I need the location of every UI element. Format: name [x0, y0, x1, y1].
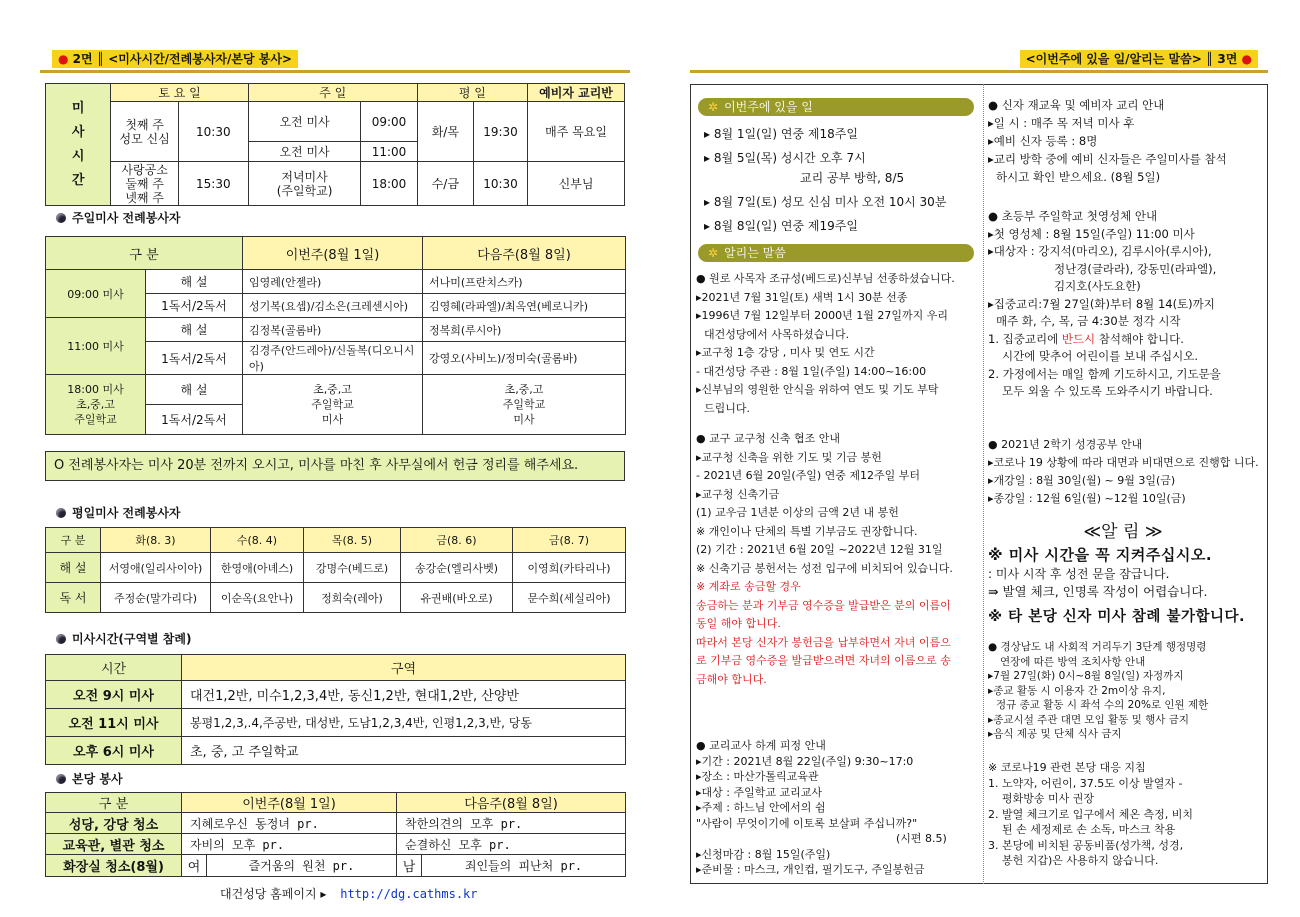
section-line: 하시고 확인 받으세요. (8월 5일)	[996, 170, 1161, 184]
red-dot-icon: ●	[58, 52, 69, 66]
bullet-ball-icon	[56, 634, 66, 644]
announcement-line: ⇛ 발열 체크, 인명록 작성이 어렵습니다.	[988, 584, 1208, 599]
announcement-line: ※ 미사 시간을 꼭 지켜주십시오.	[988, 546, 1213, 564]
sun-time-1: 09:00	[361, 102, 417, 142]
wk-cell: 강명수(베드로)	[304, 553, 401, 583]
notice-line: ※ 신축기금 봉헌서는 성전 입구에 비치되어 있습니다.	[696, 561, 953, 575]
sunday-servers-table	[45, 236, 626, 435]
service-area: 교육관, 별관 청소	[46, 834, 182, 855]
right-header	[690, 48, 1268, 70]
left-header	[40, 48, 630, 70]
section-line: 된 손 세정제로 손 소독, 마스크 착용	[1002, 823, 1176, 836]
header-weekday: 평 일	[417, 84, 527, 102]
notice-line: ※ 개인이나 단체의 특별 기부금도 권장합니다.	[696, 524, 918, 538]
header-rule	[40, 70, 630, 73]
announcement-line: ※ 타 본당 신자 미사 참례 불가합니다.	[988, 609, 1245, 625]
weekday-time-2: 10:30	[474, 162, 528, 206]
wk-header: 금(8. 6)	[401, 528, 513, 553]
section-line: ▸코로나 19 상황에 따라 대면과 비대면으로 진행합 니다.	[988, 456, 1259, 469]
section-line: ▸일 시 : 매주 목 저녁 미사 후	[988, 116, 1135, 130]
role-commentator: 해 설	[146, 270, 243, 294]
section-line: ▸집중교리:7월 27일(화)부터 8월 14(토)까지	[988, 296, 1215, 311]
servers-note: O 전례봉사자는 미사 20분 전까지 오시고, 미사를 마친 후 사무실에서 헌금 정리를 해주세요.	[45, 451, 625, 481]
service-gender: 남	[397, 855, 422, 877]
event-item: ▸ 8월 7일(토) 성모 신심 미사 오전 10시 30분	[704, 195, 947, 209]
district-mass-table	[45, 654, 626, 765]
mass-0900: 09:00 미사	[46, 270, 146, 318]
header-saturday: 토 요 일	[111, 84, 248, 102]
server-next: 초,중,고 주일학교 미사	[423, 375, 626, 435]
section-line: 연장에 따른 방역 조치사항 안내	[1000, 655, 1146, 668]
sun-time-2: 11:00	[361, 142, 417, 162]
wk-cell: 이영희(카타리나)	[513, 553, 626, 583]
server-this: 초,중,고 주일학교 미사	[243, 375, 423, 435]
notice-line: ● 원로 사목자 조규성(베드로)신부님 선종하셨습니다.	[696, 272, 955, 285]
wk-role: 독 서	[46, 583, 101, 613]
bullet-ball-icon	[56, 774, 66, 784]
wk-header: 화(8. 3)	[101, 528, 211, 553]
notice-line: ▸2021년 7월 31일(토) 새벽 1시 30분 선종	[696, 290, 908, 304]
distancing-section	[988, 640, 1208, 742]
retreat-line: ▸준비물 : 마스크, 개인컵, 필기도구, 주일봉헌금	[696, 863, 925, 876]
column-divider	[983, 84, 984, 884]
role-commentator: 해 설	[146, 318, 243, 342]
notice-red-line: 송금하는 분과 기부금 영수증을 발급받은 분의 이름이	[696, 598, 951, 612]
announcement-title: ≪알 림 ≫	[1083, 522, 1163, 542]
red-dot-icon: ●	[1241, 52, 1252, 66]
section-line: ▸대상자 : 강지석(마리오), 김루시아(루시아),	[988, 244, 1212, 258]
mass-side-label: 미 사 시 간	[46, 84, 111, 206]
reeducation-section	[988, 96, 1227, 186]
retreat-line: ▸주제 : 하느님 안에서의 쉼	[696, 801, 826, 814]
section-line: ▸음식 제공 및 단체 식사 금지	[988, 728, 1122, 740]
footer	[220, 885, 478, 902]
section-line: ● 경상남도 내 사회적 거리두기 3단계 행정명령	[988, 641, 1207, 653]
col-this-week: 이번주(8월 1일)	[243, 237, 423, 270]
section-line: 김지호(사도요한)	[1054, 279, 1141, 293]
bullet-ball-icon	[56, 508, 66, 518]
sun-mass-3: 저녁미사 (주일학교)	[248, 162, 361, 206]
weekday-1: 화/목	[417, 102, 473, 162]
sunday-servers-heading: 주일미사 전례봉사자	[56, 209, 181, 226]
retreat-line: "사람이 무엇이기에 이토록 보살펴 주십니까?"	[696, 816, 918, 830]
wk-header: 금(8. 7)	[513, 528, 626, 553]
district-area: 대건1,2반, 미수1,2,3,4반, 동신1,2반, 현대1,2반, 산양반	[182, 681, 626, 709]
section-line: ▸예비 신자 등록 : 8명	[988, 134, 1098, 148]
this-week-list	[704, 122, 946, 238]
header-separator: ║	[96, 52, 105, 66]
district-header-time: 시간	[46, 655, 182, 681]
district-area: 봉평1,2,3,.4,주공반, 대성반, 도남1,2,3,4반, 인평1,2,3,반, 당동	[182, 709, 626, 737]
section-line: ● 초등부 주일학교 첫영성체 안내	[988, 209, 1158, 223]
retreat-line: (시편 8.5)	[896, 832, 947, 845]
notice-line: ▸1996년 7월 12일부터 2000년 1월 27일까지 우리	[696, 309, 948, 322]
notice-line: (1) 교우금 1년분 이상의 금액 2년 내 봉헌	[696, 506, 899, 519]
service-this: 즐거움의 원천 pr.	[207, 855, 397, 877]
notice-line: ▸교구청 1층 강당 , 미사 및 연도 시간	[696, 346, 875, 359]
service-next: 순결하신 모후 pr.	[397, 834, 626, 855]
section-line: ▸종교시설 주관 대면 모임 활동 및 행사 금지	[988, 713, 1190, 726]
district-time: 오전 9시 미사	[46, 681, 182, 709]
server-this: 임영례(안젤라)	[243, 270, 423, 294]
catechumen-2: 신부님	[528, 162, 625, 206]
district-time: 오전 11시 미사	[46, 709, 182, 737]
wk-cell: 주정순(말가리다)	[101, 583, 211, 613]
notices-pill: ✲ 알리는 말씀	[698, 244, 974, 262]
announcement-box	[988, 520, 1258, 632]
left-header-title: <미사시간/전례봉사자/본당 봉사>	[108, 52, 292, 66]
section-line: ▸종강일 : 12월 6일(월) ~12월 10일(금)	[988, 492, 1186, 505]
section-line: 2. 발열 체크기로 입구에서 체온 측정, 비치	[988, 807, 1193, 821]
section-line: 시간에 맞추어 어린이를 보내 주십시오.	[1002, 349, 1199, 363]
notice-line: ▸교구청 신축기금	[696, 487, 780, 501]
service-this: 자비의 모후 pr.	[182, 834, 397, 855]
event-item: ▸ 8월 1일(일) 연중 제18주일	[704, 127, 858, 141]
left-header-tag	[52, 50, 298, 68]
role-commentator: 해 설	[146, 375, 243, 405]
retreat-line: ▸장소 : 마산가톨릭교육관	[696, 770, 819, 783]
section-line: ▸7월 27일(화) 0시~8월 8일(일) 자정까지	[988, 670, 1184, 682]
retreat-line: ▸기간 : 2021년 8월 22일(주일) 9:30~17:0	[696, 754, 914, 768]
wk-cell: 서영애(일리사이아)	[101, 553, 211, 583]
section-line: ● 2021년 2학기 성경공부 안내	[988, 438, 1143, 451]
covid-guidelines	[988, 760, 1193, 869]
notice-line: ▸신부님의 영원한 안식을 위하여 연도 및 기도 부탁	[696, 383, 939, 396]
notice-line: 드립니다.	[704, 401, 751, 415]
bible-study-section	[988, 436, 1259, 508]
role-readers: 1독서/2독서	[146, 342, 243, 375]
service-area: 성당, 강당 청소	[46, 813, 182, 834]
section-line: ▸종교 활동 시 이용자 간 2m이상 유지,	[988, 684, 1166, 697]
weekday-time-1: 19:30	[474, 102, 528, 162]
section-line: 정규 종교 활동 시 좌석 수의 20%로 인원 제한	[996, 699, 1209, 711]
section-line: 2. 가정에서는 매일 함께 기도하시고, 기도문을	[988, 366, 1221, 381]
right-header-title: <이번주에 있을 일/알리는 말씀>	[1025, 52, 1202, 66]
notice-line: - 2021년 6월 20일(주일) 연중 제12주일 부터	[696, 469, 921, 482]
teacher-retreat	[696, 738, 947, 878]
role-readers: 1독서/2독서	[146, 294, 243, 318]
section-line: ▸첫 영성체 : 8월 15일(주일) 11:00 미사	[988, 226, 1195, 241]
section-line: 1. 노약자, 어린이, 37.5도 이상 발열자 -	[988, 776, 1183, 790]
section-line: ※ 코로나19 관련 본당 대응 지침	[988, 761, 1146, 774]
wk-header: 구 분	[46, 528, 101, 553]
district-mass-heading: 미사시간(구역별 참례)	[56, 630, 191, 647]
sun-mass-1: 오전 미사	[248, 102, 361, 142]
weekday-servers-table	[45, 527, 626, 613]
section-line: ▸교리 방학 중에 예비 신자들은 주일미사를 참석	[988, 152, 1227, 166]
mass-1100: 11:00 미사	[46, 318, 146, 375]
wk-cell: 이순옥(요안나)	[211, 583, 304, 613]
header-rule	[690, 70, 1268, 73]
sat-label-1: 첫째 주 성모 신심	[111, 102, 179, 162]
notice-red-line: 동일 해야 합니다.	[696, 617, 781, 630]
service-next: 죄인들의 피난처 pr.	[422, 855, 626, 877]
service-area: 화장실 청소(8월)	[46, 855, 182, 877]
server-this: 김경주(안드레아)/신돌복(디오니시아)	[243, 342, 423, 375]
notice-red-line: 로 기부금 영수증을 발급받으려면 자녀의 이름으로 송	[696, 654, 951, 667]
wk-cell: 정희숙(레아)	[304, 583, 401, 613]
sat-time-2: 15:30	[178, 162, 248, 206]
district-time: 오후 6시 미사	[46, 737, 182, 765]
notice-red-line: 금해야 합니다.	[696, 672, 767, 686]
service-gender: 여	[182, 855, 207, 877]
section-line: 평화방송 미사 권장	[1002, 792, 1095, 805]
wk-header: 목(8. 5)	[304, 528, 401, 553]
sun-time-3: 18:00	[361, 162, 417, 206]
notice-line: ● 교구 교구청 신축 협조 안내	[696, 432, 840, 445]
mass-times-table	[45, 83, 625, 206]
notice-red-line: 따라서 본당 신자가 봉헌금을 납부하면서 자녀 이름으	[696, 635, 951, 649]
sat-time-1: 10:30	[178, 102, 248, 162]
service-header-this: 이번주(8월 1일)	[182, 793, 397, 813]
wk-cell: 한영애(아녜스)	[211, 553, 304, 583]
sat-label-2: 사랑공소 둘째 주 넷째 주	[111, 162, 179, 206]
service-this: 지혜로우신 동정녀 pr.	[182, 813, 397, 834]
service-next: 착한의견의 모후 pr.	[397, 813, 626, 834]
header-catechumen: 예비자 교리반	[528, 84, 625, 102]
section-line: ● 신자 재교육 및 예비자 교리 안내	[988, 98, 1165, 112]
section-line: 봉헌 지갑)은 사용하지 않습니다.	[1002, 854, 1159, 867]
catechumen-1: 매주 목요일	[528, 102, 625, 162]
weekday-2: 수/금	[417, 162, 473, 206]
section-line: 매주 화, 수, 목, 금 4:30분 정각 시작	[996, 314, 1181, 328]
wk-role: 해 설	[46, 553, 101, 583]
server-next: 김영혜(라파엘)/최옥연(베로니카)	[423, 294, 626, 318]
event-item: ▸ 8월 8일(일) 연중 제19주일	[704, 219, 858, 233]
sun-mass-2: 오전 미사	[248, 142, 361, 162]
sun-star-icon: ✲	[708, 100, 719, 114]
notices-body	[696, 270, 955, 689]
retreat-line: ● 교리교사 하계 피정 안내	[696, 739, 826, 752]
header-separator: ║	[1205, 52, 1214, 66]
communion-section	[988, 208, 1221, 401]
bullet-ball-icon	[56, 213, 66, 223]
server-next: 서나미(프란치스카)	[423, 270, 626, 294]
announcement-line: : 미사 시작 후 성전 문을 잠급니다.	[988, 567, 1170, 581]
notice-line: - 대건성당 주관 : 8월 1일(주일) 14:00~16:00	[696, 364, 927, 378]
section-line: 1. 집중교리에 반드시 참석해야 합니다.	[988, 331, 1184, 346]
district-header-area: 구역	[182, 655, 626, 681]
server-this: 성기복(요셉)/김소은(크레센시아)	[243, 294, 423, 318]
event-item: 교리 공부 방학, 8/5	[800, 171, 905, 185]
homepage-link[interactable]: http://dg.cathms.kr	[340, 887, 478, 901]
wk-cell: 유권배(바오로)	[401, 583, 513, 613]
section-line: 3. 본당에 비치된 공동비품(성가책, 성경,	[988, 838, 1184, 852]
district-area: 초, 중, 고 주일학교	[182, 737, 626, 765]
wk-cell: 문수희(세실리아)	[513, 583, 626, 613]
left-page-number: 2면	[72, 52, 93, 66]
this-week-pill: ✲ 이번주에 있을 일	[698, 98, 974, 116]
wk-cell: 송강순(엘리사벳)	[401, 553, 513, 583]
notice-line: 대건성당에서 사목하셨습니다.	[704, 327, 850, 341]
right-header-tag	[1020, 50, 1258, 68]
section-line: ▸개강일 : 8월 30일(월) ~ 9월 3일(금)	[988, 474, 1176, 487]
footer-label: 대건성당 홈페이지 ▸	[220, 887, 327, 901]
wk-header: 수(8. 4)	[211, 528, 304, 553]
section-line: 정난경(글라라), 강동민(라파엘),	[1054, 261, 1217, 276]
header-sunday: 주 일	[248, 84, 417, 102]
retreat-line: ▸신청마감 : 8월 15일(주일)	[696, 847, 831, 861]
mass-1800: 18:00 미사 초,중,고 주일학교	[46, 375, 146, 435]
right-page-number: 3면	[1217, 52, 1238, 66]
parish-service-table	[45, 792, 626, 877]
section-line: 모두 외울 수 있도록 도와주시기 바랍니다.	[1002, 384, 1213, 398]
service-header-area: 구 분	[46, 793, 182, 813]
retreat-line: ▸대상 : 주일학교 교리교사	[696, 785, 822, 799]
server-this: 김정복(골롬바)	[243, 318, 423, 342]
notice-line: (2) 기간 : 2021년 6월 20일 ~2022년 12월 31일	[696, 543, 943, 556]
role-readers: 1독서/2독서	[146, 405, 243, 435]
emphasis-red: 반드시	[1061, 331, 1096, 346]
notice-red-line: ※ 계좌로 송금할 경우	[696, 580, 801, 593]
server-next: 정복희(루시아)	[423, 318, 626, 342]
event-item: ▸ 8월 5일(목) 성시간 오후 7시	[704, 151, 866, 165]
parish-service-heading: 본당 봉사	[56, 770, 123, 787]
col-next-week: 다음주(8월 8일)	[423, 237, 626, 270]
server-next: 강영오(사비노)/정미숙(골롬바)	[423, 342, 626, 375]
col-group: 구 분	[46, 237, 243, 270]
notice-line: ▸교구청 신축을 위한 기도 및 기금 봉헌	[696, 450, 882, 464]
weekday-servers-heading: 평일미사 전례봉사자	[56, 504, 181, 521]
sun-star-icon: ✲	[708, 246, 719, 260]
service-header-next: 다음주(8월 8일)	[397, 793, 626, 813]
